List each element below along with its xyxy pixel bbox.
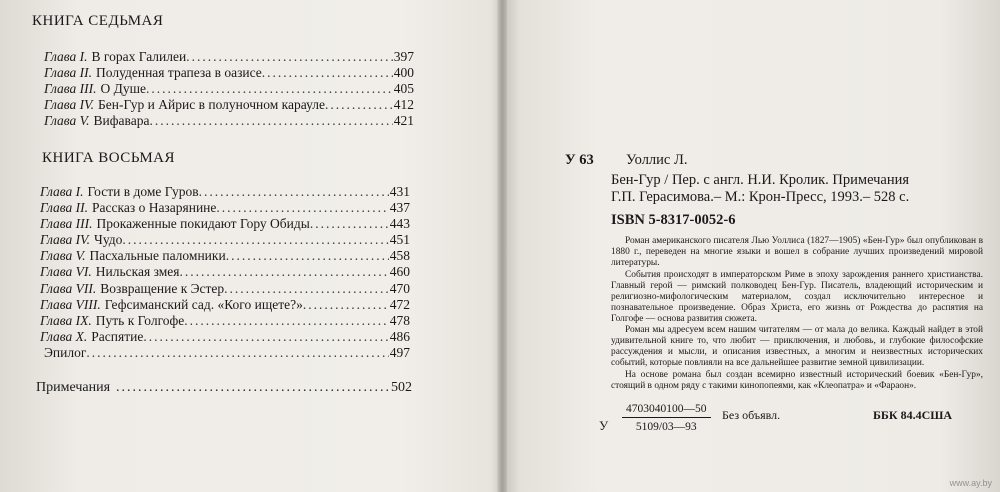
toc-leader-dots: [149, 113, 392, 129]
annotation-paragraph: Роман американского писателя Лью Уоллиса (1827—1905) «Бен-Гур» был опубликован в 1880 г., переведен на многие языки и вошел в собрание лучших произведений мировой литературы.: [611, 236, 983, 268]
book7-title: КНИГА СЕДЬМАЯ: [32, 13, 164, 29]
toc-entry: [40, 281, 410, 297]
biblio-line-2: Г.П. Герасимова.– М.: Крон-Пресс, 1993.– 528 с.: [611, 189, 910, 205]
toc-page-number: 460: [389, 264, 410, 280]
toc-entry: [44, 81, 414, 97]
udc-code: У 63: [565, 152, 594, 168]
toc-entry: [40, 184, 410, 200]
toc-chapter-title: Прокаженные покидают Гору Обиды: [96, 216, 310, 232]
toc-entry: [44, 49, 414, 65]
annotation-paragraph: На основе романа был создан всемирно известный исторический боевик «Бен-Гур», стоящий в одном ряду с такими кинопопеями, как «Клеопатра» и «Фараон».: [611, 369, 983, 391]
toc-chapter-number: Глава IV.: [40, 232, 91, 248]
toc-leader-dots: [310, 216, 389, 232]
toc-chapter-title: Гефсиманский сад. «Кого ищете?»: [104, 296, 303, 312]
toc-entry: [40, 313, 410, 329]
annotation-paragraph: События происходят в императорском Риме в эпоху зарождения раннего христианства. Главный герой — римский полководец Бен-Гур. Писатель, владеющий историческим и религиозно-мифологическим материалом, создал исключительно интересное и познавательное произведение. Образ Христа, его жизнь от Рождества до распятия на Голгофе — основа развития сюжета.: [611, 269, 983, 324]
toc-chapter-number: Глава III.: [40, 216, 93, 232]
book8-toc: [40, 184, 410, 361]
toc-chapter-number: Глава I.: [40, 184, 84, 199]
toc-chapter-number: Глава III.: [44, 81, 97, 97]
book8-title: КНИГА ВОСЬМАЯ: [42, 150, 176, 166]
toc-chapter-title: Эпилог: [44, 344, 87, 360]
toc-chapter-title: Вифавара: [93, 113, 150, 129]
watermark: www.ay.by: [949, 478, 992, 488]
toc-entry: [40, 345, 410, 361]
classification-denominator: 5109/03—93: [635, 421, 697, 433]
toc-chapter-title: Рассказ о Назарянине: [92, 200, 217, 216]
toc-leader-dots: [122, 232, 388, 248]
toc-chapter-title: Возвращение к Эстер: [100, 280, 225, 296]
toc-entry: [40, 264, 410, 280]
toc-page-number: 458: [389, 248, 410, 264]
notes-leader-dots: [116, 380, 391, 396]
toc-chapter-number: Глава VII.: [40, 280, 97, 296]
toc-page-number: 405: [393, 81, 414, 97]
toc-page-number: 470: [389, 280, 410, 296]
toc-leader-dots: [143, 329, 388, 345]
bibliographic-description: [611, 172, 991, 206]
toc-leader-dots: [216, 200, 388, 216]
classification-letter: У: [599, 418, 609, 433]
toc-chapter-number: Глава II.: [40, 200, 89, 216]
toc-leader-dots: [179, 264, 388, 280]
toc-chapter-number: Глава IV.: [44, 97, 95, 113]
classification-fraction: [622, 402, 711, 435]
toc-entry: [40, 200, 410, 216]
toc-chapter-number: Глава VIII.: [40, 296, 101, 312]
toc-page-number: 486: [389, 328, 410, 344]
toc-entry: [44, 65, 414, 81]
toc-page-number: 431: [389, 184, 410, 199]
toc-entry: [44, 97, 414, 113]
toc-leader-dots: [146, 81, 393, 97]
toc-entry: [40, 329, 410, 345]
toc-chapter-title: Путь к Голгофе: [95, 312, 185, 328]
bbk-code: ББК 84.4США: [873, 408, 953, 422]
notes-title: Примечания: [36, 380, 111, 395]
toc-chapter-number: Глава V.: [40, 248, 86, 264]
toc-chapter-title: Распятие: [91, 328, 144, 344]
toc-leader-dots: [86, 345, 388, 361]
toc-page-number: 400: [393, 65, 414, 81]
notes-entry: [36, 380, 412, 396]
notes-page: 502: [391, 380, 412, 395]
toc-leader-dots: [186, 49, 393, 65]
toc-leader-dots: [184, 313, 388, 329]
toc-chapter-number: Глава X.: [40, 328, 88, 344]
toc-chapter-title: Нильская змея: [95, 264, 180, 280]
toc-page-number: 437: [389, 200, 410, 216]
toc-entry: [40, 216, 410, 232]
annotation: [611, 236, 983, 392]
toc-chapter-title: Пасхальные паломники: [89, 248, 226, 264]
book7-toc: [44, 49, 414, 129]
annotation-paragraph: Роман мы адресуем всем нашим читателям — от мала до велика. Каждый найдет в этой удивительной книге то, что любит — приключения, и любовь, и глубокие философские рассуждения и мысли, и описания известных, а многим и неизвестных исторических событий, которые повлияли на все дальнейшее развитие земной цивилизации.: [611, 325, 983, 368]
toc-entry: [40, 297, 410, 313]
toc-leader-dots: [325, 97, 393, 113]
toc-chapter-title: Чудо: [94, 232, 123, 248]
toc-chapter-title: Бен-Гур и Айрис в полуночном карауле: [98, 97, 325, 113]
toc-page-number: 472: [389, 296, 410, 312]
toc-page-number: 451: [389, 232, 410, 248]
toc-chapter-number: Глава V.: [44, 113, 90, 129]
toc-chapter-title: О Душе: [100, 81, 147, 97]
toc-page-number: 421: [393, 113, 414, 129]
toc-leader-dots: [199, 184, 389, 200]
toc-page-number: 497: [389, 344, 410, 360]
classification-numerator: 4703040100—50: [622, 402, 711, 418]
toc-entry: [40, 248, 410, 264]
price-note: Без объявл.: [722, 408, 781, 422]
toc-chapter-number: Глава I.: [44, 49, 88, 64]
toc-page-number: 443: [389, 216, 410, 232]
toc-leader-dots: [303, 297, 389, 313]
toc-leader-dots: [262, 65, 393, 81]
toc-chapter-title: В горах Галилеи: [91, 49, 187, 64]
toc-chapter-number: Глава VI.: [40, 264, 92, 280]
toc-page-number: 478: [389, 312, 410, 328]
biblio-line-1: Бен-Гур / Пер. с англ. Н.И. Кролик. Примечания: [611, 172, 910, 188]
toc-chapter-number: Глава IX.: [40, 312, 92, 328]
toc-chapter-number: Глава II.: [44, 65, 93, 81]
toc-chapter-title: Гости в доме Гуров: [87, 184, 199, 199]
toc-leader-dots: [224, 281, 389, 297]
toc-leader-dots: [226, 248, 389, 264]
toc-page-number: 412: [393, 97, 414, 113]
toc-entry: [44, 113, 414, 129]
author: Уоллис Л.: [626, 152, 688, 168]
toc-page-number: 397: [393, 49, 414, 64]
toc-chapter-title: Полуденная трапеза в оазисе: [96, 65, 262, 81]
isbn: ISBN 5-8317-0052-6: [611, 212, 736, 228]
toc-entry: [40, 232, 410, 248]
